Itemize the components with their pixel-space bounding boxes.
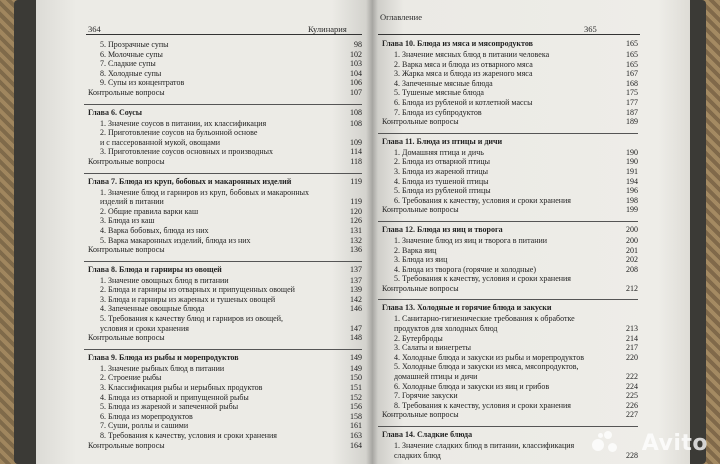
entry-title: 7. Сладкие супы: [100, 59, 156, 69]
entry-title: 5. Холодные блюда и закуски из мяса, мясопродуктов,: [394, 362, 579, 372]
page-ref: 220: [626, 352, 638, 362]
page-ref: 119: [350, 197, 362, 207]
page-ref: 198: [626, 195, 638, 205]
page-ref: 104: [350, 68, 362, 78]
toc-entry: [84, 59, 362, 69]
page-ref: 214: [626, 333, 638, 343]
toc-entry: [378, 79, 638, 89]
chapter-title: Глава 11. Блюда из птицы и дичи: [382, 136, 503, 146]
page-ref: 226: [626, 400, 638, 410]
chapter-heading: [84, 173, 362, 188]
book-gutter: [366, 0, 378, 464]
page-ref: 132: [350, 235, 362, 245]
page-ref: 194: [626, 176, 638, 186]
entry-title: Контрольные вопросы: [382, 283, 459, 293]
toc-entry: [84, 324, 362, 334]
entry-title: 5. Требования к качеству, условия и сроки хранения: [394, 274, 571, 284]
toc-entry: [84, 188, 362, 198]
toc-entry: [84, 128, 362, 138]
avito-logo-dots-icon: [592, 431, 620, 453]
entry-title: 1. Значение овощных блюд в питании: [100, 275, 229, 285]
entry-title: 4. Блюда из творога (горячие и холодные): [394, 264, 537, 274]
avito-watermark: Avito: [641, 431, 708, 456]
control-questions-entry: [84, 157, 362, 167]
entry-title: домашней птицы и дичи: [394, 372, 478, 382]
entry-title: 2. Строение рыбы: [100, 373, 162, 383]
page-ref: 189: [626, 117, 638, 127]
toc-entry: [378, 88, 638, 98]
toc-entry: [378, 343, 638, 353]
toc-entry: [84, 412, 362, 422]
toc-entry: [378, 69, 638, 79]
page-ref: 222: [626, 372, 638, 382]
page-ref: 208: [626, 264, 638, 274]
entry-title: 1. Значение рыбных блюд в питании: [100, 363, 225, 373]
toc-entry: [378, 372, 638, 382]
chapter-heading: [378, 133, 638, 148]
page-ref: 137: [350, 264, 362, 274]
page-ref: 108: [350, 107, 362, 117]
entry-title: 3. Классификация рыбы и нерыбных продуктов: [100, 383, 263, 393]
entry-title: 5. Тушеные мясные блюда: [394, 88, 484, 98]
page-ref: 168: [626, 78, 638, 88]
page-ref: 217: [626, 343, 638, 353]
left-running-title: Кулинария: [308, 24, 347, 34]
entry-title: 7. Блюда из субпродуктов: [394, 107, 482, 117]
entry-title: Контрольные вопросы: [382, 410, 459, 420]
entry-title: 1. Санитарно-гигиенические требования к обработке: [394, 314, 575, 324]
entry-title: 1. Значение сладких блюд в питании, классификация: [394, 441, 575, 450]
right-page-number: 365: [584, 24, 597, 34]
control-questions-entry: [84, 333, 362, 343]
entry-title: 1. Значение мясных блюд в питании человека: [394, 50, 550, 59]
toc-entry: [84, 119, 362, 129]
toc-entry: [84, 197, 362, 207]
toc-entry: [378, 382, 638, 392]
left-page-number: 364: [88, 24, 101, 34]
control-questions-entry: [84, 441, 362, 451]
page-ref: 137: [350, 275, 362, 285]
page-ref: 190: [626, 147, 638, 157]
entry-title: 3. Блюда из жареной птицы: [394, 166, 489, 176]
toc-entry: [84, 431, 362, 441]
chapter-heading: [378, 299, 638, 314]
entry-title: условия и сроки хранения: [100, 323, 189, 333]
entry-title: 5. Блюда из рубленой птицы: [394, 186, 491, 196]
page-ref: 114: [350, 147, 362, 157]
toc-entry: [378, 236, 638, 246]
entry-title: 4. Запеченные овощные блюда: [100, 304, 205, 314]
entry-title: 2. Блюда из отварной птицы: [394, 157, 491, 167]
left-page: [36, 0, 372, 464]
entry-title: 2. Блюда и гарниры из отварных и припущенных овощей: [100, 285, 295, 295]
page-ref: 139: [350, 285, 362, 295]
entry-title: 8. Требования к качеству, условия и сроки хранения: [394, 400, 571, 410]
page-ref: 167: [626, 69, 638, 79]
entry-title: 2. Варка яиц: [394, 245, 437, 255]
page-ref: 148: [350, 333, 362, 343]
entry-title: 8. Требования к качеству, условия и сроки хранения: [100, 431, 277, 440]
toc-entry: [378, 186, 638, 196]
toc-entry: [378, 167, 638, 177]
chapter-title: Глава 13. Холодные и горячие блюда и закуски: [382, 303, 552, 313]
right-header-rule: [378, 34, 640, 35]
page-ref: 126: [350, 216, 362, 226]
page-ref: 131: [350, 225, 362, 235]
entry-title: 1. Значение блюд и гарниров из круп, бобовых и макаронных: [100, 187, 310, 197]
toc-entry: [84, 69, 362, 79]
entry-title: 2. Общие правила варки каш: [100, 206, 199, 216]
page-ref: 224: [626, 381, 638, 391]
page-ref: 161: [350, 421, 362, 431]
entry-title: 4. Холодные блюда и закуски из рыбы и морепродуктов: [394, 352, 584, 362]
page-ref: 150: [350, 373, 362, 383]
toc-entry: [84, 147, 362, 157]
chapter-title: Глава 8. Блюда и гарниры из овощей: [88, 264, 222, 274]
page-ref: 149: [350, 352, 362, 362]
entry-title: 4. Варка бобовых, блюда из них: [100, 225, 209, 235]
control-questions-entry: [84, 245, 362, 255]
entry-title: продуктов для холодных блюд: [394, 324, 498, 334]
toc-entry: [84, 393, 362, 403]
page-ref: 191: [626, 166, 638, 176]
page-ref: 228: [626, 450, 638, 460]
entry-title: 4. Блюда из отварной и припущенной рыбы: [100, 392, 249, 402]
entry-title: изделий в питании: [100, 197, 164, 207]
toc-entry: [84, 314, 362, 324]
entry-title: 3. Салаты и винегреты: [394, 343, 472, 353]
toc-entry: [84, 207, 362, 217]
chapter-heading: [84, 104, 362, 119]
entry-title: 5. Прозрачные супы: [100, 40, 169, 49]
chapter-title: Глава 10. Блюда из мяса и мясопродуктов: [382, 39, 533, 48]
page-ref: 103: [350, 59, 362, 69]
toc-entry: [84, 285, 362, 295]
toc-entry: [378, 196, 638, 206]
entry-title: 9. Супы из концентратов: [100, 78, 185, 88]
entry-title: 5. Требования к качеству блюд и гарниров из овощей,: [100, 314, 283, 324]
toc-entry: [84, 236, 362, 246]
page-ref: 136: [350, 245, 362, 255]
entry-title: 6. Молочные супы: [100, 49, 163, 59]
chapter-title: Глава 7. Блюда из круп, бобовых и макаронных изделий: [88, 176, 292, 186]
toc-entry: [378, 324, 638, 334]
entry-title: 2. Варка мяса и блюда из отварного мяса: [394, 59, 533, 69]
toc-entry: [84, 40, 362, 50]
control-questions-entry: [84, 88, 362, 98]
entry-title: 5. Блюда из жареной и запеченной рыбы: [100, 402, 239, 412]
left-toc: [84, 40, 362, 450]
right-toc: [378, 36, 638, 460]
control-questions-entry: [378, 205, 638, 215]
page-ref: 165: [626, 39, 638, 48]
page-ref: 163: [350, 431, 362, 440]
entry-title: Контрольные вопросы: [88, 245, 165, 255]
toc-entry: [378, 50, 638, 60]
toc-entry: [378, 274, 638, 284]
toc-entry: [378, 246, 638, 256]
entry-title: 1. Значение соусов в питании, их классификация: [100, 118, 267, 128]
page-ref: 165: [626, 59, 638, 69]
entry-title: 3. Блюда из яиц: [394, 255, 448, 265]
page-ref: 227: [626, 410, 638, 420]
page-ref: 175: [626, 88, 638, 98]
entry-title: 4. Блюда из тушеной птицы: [394, 176, 489, 186]
entry-title: 3. Приготовление соусов основных и производных: [100, 147, 274, 157]
chapter-heading: [378, 36, 638, 50]
toc-entry: [378, 60, 638, 70]
control-questions-entry: [378, 117, 638, 127]
right-running-title: Оглавление: [380, 12, 422, 22]
page-ref: 190: [626, 157, 638, 167]
page-ref: 187: [626, 107, 638, 117]
page-ref: 199: [626, 205, 638, 215]
entry-title: 2. Бутерброды: [394, 333, 443, 343]
chapter-heading: [84, 261, 362, 276]
entry-title: Контрольные вопросы: [88, 156, 165, 166]
toc-entry: [84, 421, 362, 431]
page-ref: 202: [626, 255, 638, 265]
chapter-heading: [378, 221, 638, 236]
toc-entry: [84, 226, 362, 236]
toc-entry: [84, 50, 362, 60]
toc-entry: [378, 353, 638, 363]
toc-entry: [84, 364, 362, 374]
page-ref: 142: [350, 294, 362, 304]
toc-entry: [378, 148, 638, 158]
page-ref: 107: [350, 87, 362, 97]
entry-title: 1. Домашняя птица и дичь: [394, 147, 484, 157]
page-ref: 158: [350, 411, 362, 421]
toc-entry: [84, 78, 362, 88]
entry-title: 6. Холодные блюда и закуски из яиц и грибов: [394, 381, 550, 391]
entry-title: Контрольные вопросы: [88, 440, 165, 450]
toc-entry: [378, 265, 638, 275]
page-ref: 201: [626, 245, 638, 255]
page-ref: 109: [350, 137, 362, 147]
chapter-title: Глава 6. Соусы: [88, 107, 143, 117]
page-ref: 120: [350, 206, 362, 216]
entry-title: 3. Блюда и гарниры из жареных и тушеных овощей: [100, 294, 276, 304]
entry-title: 7. Горячие закуски: [394, 391, 458, 401]
entry-title: и с пассерованной мукой, овощами: [100, 137, 221, 147]
toc-entry: [378, 255, 638, 265]
control-questions-entry: [378, 410, 638, 420]
entry-title: 4. Запеченные мясные блюда: [394, 78, 493, 88]
entry-title: Контрольные вопросы: [88, 333, 165, 343]
toc-entry: [84, 373, 362, 383]
entry-title: Контрольные вопросы: [382, 205, 459, 215]
entry-title: Контрольные вопросы: [382, 117, 459, 127]
page-ref: 200: [626, 224, 638, 234]
toc-entry: [378, 401, 638, 411]
chapter-title: Глава 12. Блюда из яиц и творога: [382, 224, 503, 234]
entry-title: 5. Варка макаронных изделий, блюда из них: [100, 235, 251, 245]
page-ref: 177: [626, 97, 638, 107]
entry-title: 3. Блюда из каш: [100, 216, 155, 226]
page-ref: 152: [350, 392, 362, 402]
entry-title: 6. Блюда из рубленой и котлетной массы: [394, 97, 533, 107]
toc-entry: [84, 138, 362, 148]
page-ref: 196: [626, 186, 638, 196]
toc-entry: [84, 402, 362, 412]
chapter-heading: [84, 349, 362, 364]
page-ref: 212: [626, 283, 638, 293]
entry-title: 6. Блюда из морепродуктов: [100, 411, 193, 421]
page-ref: 156: [350, 402, 362, 412]
page-ref: 164: [350, 440, 362, 450]
toc-entry: [84, 383, 362, 393]
page-ref: 119: [350, 176, 362, 186]
page-ref: 225: [626, 391, 638, 401]
page-ref: 200: [626, 235, 638, 245]
chapter-title: Глава 9. Блюда из рыбы и морепродуктов: [88, 352, 239, 362]
toc-entry: [378, 177, 638, 187]
toc-entry: [378, 108, 638, 118]
page-ref: 102: [350, 49, 362, 59]
entry-title: 6. Требования к качеству, условия и сроки хранения: [394, 195, 571, 205]
page-ref: 147: [350, 323, 362, 333]
page-ref: 149: [350, 363, 362, 373]
toc-entry: [378, 157, 638, 167]
page-ref: 165: [626, 50, 638, 59]
page-ref: 108: [350, 118, 362, 128]
entry-title: 3. Жарка мяса и блюда из жареного мяса: [394, 69, 533, 79]
page-ref: 106: [350, 78, 362, 88]
entry-title: 8. Холодные супы: [100, 68, 162, 78]
page-ref: 213: [626, 324, 638, 334]
right-page: [372, 0, 690, 464]
left-header-rule: [86, 34, 362, 35]
entry-title: сладких блюд: [394, 450, 441, 460]
page-ref: 98: [354, 40, 362, 49]
entry-title: Контрольные вопросы: [88, 87, 165, 97]
toc-entry: [84, 216, 362, 226]
page-ref: 118: [350, 156, 362, 166]
toc-entry: [84, 295, 362, 305]
toc-entry: [378, 314, 638, 324]
control-questions-entry: [378, 284, 638, 294]
page-ref: 146: [350, 304, 362, 314]
toc-entry: [378, 98, 638, 108]
toc-entry: [378, 362, 638, 372]
entry-title: 1. Значение блюд из яиц и творога в питании: [394, 235, 548, 245]
entry-title: 2. Приготовление соусов на бульонной основе: [100, 128, 258, 138]
toc-entry: [84, 276, 362, 286]
page-ref: 151: [350, 383, 362, 393]
entry-title: 7. Суши, роллы и сашими: [100, 421, 189, 431]
toc-entry: [378, 334, 638, 344]
toc-entry: [378, 391, 638, 401]
chapter-title: Глава 14. Сладкие блюда: [382, 430, 473, 439]
toc-entry: [84, 304, 362, 314]
